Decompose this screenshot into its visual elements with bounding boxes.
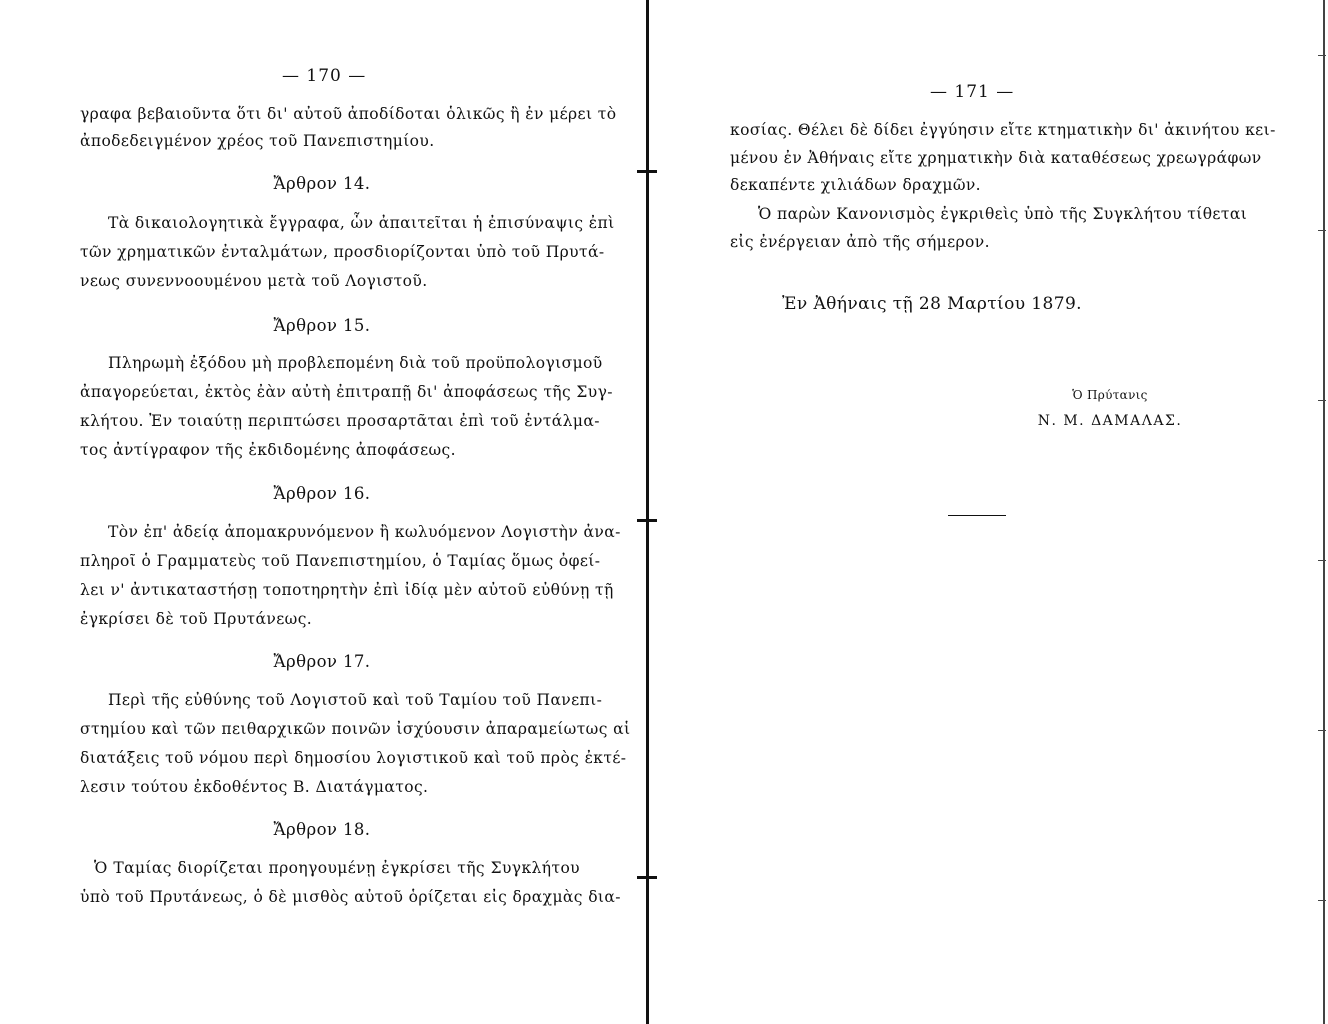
page-number-right: — 171 — — [930, 82, 1015, 102]
text-line: μένου ἐν Ἀθήναις εἴτε χρηματικὴν διὰ καταθέσεως χρεωγράφων — [730, 149, 1262, 167]
signature-title: Ὁ Πρύτανις — [1072, 388, 1148, 402]
date-line: Ἐν Ἀθήναις τῇ 28 Μαρτίου 1879. — [782, 294, 1082, 314]
text-line: κοσίας. Θέλει δὲ δίδει ἐγγύησιν εἴτε κτηματικὴν δι' ἀκινήτου κει- — [730, 121, 1276, 139]
article-heading: Ἄρθρον 16. — [273, 484, 371, 503]
text-line: Τὸν ἐπ' ἀδείᾳ ἀπομακρυνόμενον ἢ κωλυόμενον Λογιστὴν ἀνα- — [108, 523, 621, 541]
text-line: πληροῖ ὁ Γραμματεὺς τοῦ Πανεπιστημίου, ὁ Ταμίας ὅμως ὀφεί- — [80, 552, 601, 570]
article-heading: Ἄρθρον 15. — [273, 316, 371, 335]
text-line: γραφα βεβαιοῦντα ὅτι δι' αὐτοῦ ἀποδίδοται ὁλικῶς ἢ ἐν μέρει τὸ — [80, 105, 617, 123]
text-line: Τὰ δικαιολογητικὰ ἔγγραφα, ὧν ἀπαιτεῖται ἡ ἐπισύναψις ἐπὶ — [108, 214, 615, 232]
text-line: Ὁ παρὼν Κανονισμὸς ἐγκριθεὶς ὑπὸ τῆς Συγκλήτου τίθεται — [758, 205, 1248, 223]
text-line: κλήτου. Ἐν τοιαύτῃ περιπτώσει προσαρτᾶται ἐπὶ τοῦ ἐντάλμα- — [80, 412, 600, 430]
scan-edge-mark — [1318, 55, 1326, 56]
text-line: λει ν' ἀντικαταστήσῃ τοποτηρητὴν ἐπὶ ἰδίᾳ μὲν αὐτοῦ εὐθύνῃ τῇ — [80, 581, 614, 599]
text-line: τος ἀντίγραφον τῆς ἐκδιδομένης ἀποφάσεως. — [80, 441, 456, 459]
text-line: εἰς ἐνέργειαν ἀπὸ τῆς σήμερον. — [730, 233, 990, 251]
article-heading: Ἄρθρον 18. — [273, 820, 371, 839]
book-gutter — [646, 0, 649, 1024]
text-line: στημίου καὶ τῶν πειθαρχικῶν ποινῶν ἰσχύουσιν ἀπαραμείωτως αἱ — [80, 720, 631, 738]
text-line: ἀποδεδειγμένον χρέος τοῦ Πανεπιστημίου. — [80, 132, 435, 150]
text-line: Περὶ τῆς εὐθύνης τοῦ Λογιστοῦ καὶ τοῦ Ταμίου τοῦ Πανεπι- — [108, 691, 603, 709]
article-heading: Ἄρθρον 14. — [273, 174, 371, 193]
left-page — [0, 0, 646, 1024]
text-line: ὑπὸ τοῦ Πρυτάνεως, ὁ δὲ μισθὸς αὐτοῦ ὁρίζεται εἰς δραχμὰς δια- — [80, 888, 621, 906]
text-line: ἀπαγορεύεται, ἐκτὸς ἐὰν αὐτὴ ἐπιτραπῇ δι' ἀποφάσεως τῆς Συγ- — [80, 383, 613, 401]
page-number-left: — 170 — — [282, 66, 367, 86]
scan-edge-mark — [1318, 900, 1326, 901]
signature-name: Ν. Μ. ΔΑΜΑΛΑΣ. — [1037, 413, 1183, 429]
text-line: δεκαπέντε χιλιάδων δραχμῶν. — [730, 176, 982, 194]
text-line: ἐγκρίσει δὲ τοῦ Πρυτάνεως. — [80, 610, 313, 628]
article-heading: Ἄρθρον 17. — [273, 652, 371, 671]
scan-edge-mark — [1318, 560, 1326, 561]
scan-edge — [1323, 0, 1325, 1024]
scan-edge-mark — [1318, 400, 1326, 401]
text-line: Ὁ Ταμίας διορίζεται προηγουμένῃ ἐγκρίσει τῆς Συγκλήτου — [94, 859, 580, 877]
end-rule — [948, 515, 1006, 516]
text-line: νεως συνεννοουμένου μετὰ τοῦ Λογιστοῦ. — [80, 272, 428, 290]
text-line: Πληρωμὴ ἐξόδου μὴ προβλεπομένη διὰ τοῦ προϋπολογισμοῦ — [108, 354, 603, 372]
right-page — [650, 0, 1328, 1024]
text-line: διατάξεις τοῦ νόμου περὶ δημοσίου λογιστικοῦ καὶ τοῦ πρὸς ἐκτέ- — [80, 749, 627, 767]
scan-edge-mark — [1318, 230, 1326, 231]
text-line: λεσιν τούτου ἐκδοθέντος Β. Διατάγματος. — [80, 778, 429, 796]
scan-edge-mark — [1318, 730, 1326, 731]
text-line: τῶν χρηματικῶν ἐνταλμάτων, προσδιορίζονται ὑπὸ τοῦ Πρυτά- — [80, 243, 605, 261]
